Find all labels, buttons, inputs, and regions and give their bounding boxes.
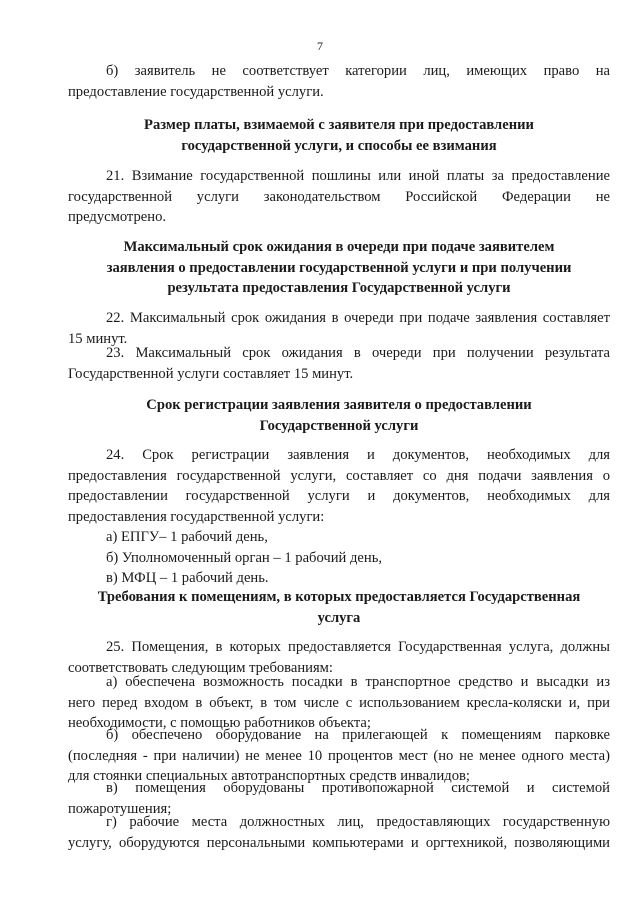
paragraph-line: предоставление государственной услуги. [68, 83, 324, 100]
heading-line: результата предоставления Государственной услуги [167, 280, 511, 296]
list-item: а) ЕПГУ– 1 рабочий день, [106, 529, 268, 545]
list-item: б) Уполномоченный орган – 1 рабочий день, [106, 549, 383, 566]
paragraph-line: б) заявитель не соответствует категории лиц, имеющих право на [106, 63, 610, 79]
heading-line: Максимальный срок ожидания в очереди при подаче заявителем [123, 239, 555, 255]
paragraph-line: пожаротушения; [68, 800, 172, 817]
paragraph-line: (последняя - при наличии) не менее 10 процентов мест (но не менее одного места) [68, 747, 610, 764]
paragraph-line: соответствовать следующим требованиям: [68, 659, 333, 676]
paragraph-line: государственной услуги законодательством Российской Федерации не [68, 188, 610, 205]
heading-line: Размер платы, взимаемой с заявителя при предоставлении [144, 117, 534, 133]
paragraph-line: в) помещения оборудованы противопожарной системой и системой [106, 780, 610, 796]
paragraph-line: 23. Максимальный срок ожидания в очереди при получении результата [106, 345, 610, 361]
paragraph-line: Государственной услуги составляет 15 минут. [68, 365, 354, 382]
paragraph-line: предоставления государственной услуги, составляет со дня подачи заявления о [68, 467, 610, 484]
section-heading-fee [68, 115, 610, 156]
heading-line: услуга [317, 609, 361, 626]
paragraph-line: 22. Максимальный срок ожидания в очереди при подаче заявления составляет [106, 310, 610, 326]
heading-line: государственной услуги, и способы ее взимания [181, 137, 497, 154]
heading-line: Требования к помещениям, в которых предоставляется Государственная [97, 589, 581, 605]
paragraph-line: 24. Срок регистрации заявления и документов, необходимых для [106, 447, 610, 463]
heading-line: заявления о предоставлении государственной услуги и при получении [106, 259, 572, 276]
paragraph-line: услугу, оборудуются персональными компьютерами и оргтехникой, позволяющими [68, 834, 610, 851]
section-heading-registration [68, 395, 610, 436]
page-number: 7 [317, 39, 323, 53]
paragraph-line: необходимости, с помощью работников объекта; [68, 715, 371, 731]
section-heading-wait [68, 237, 610, 299]
paragraph-23 [68, 343, 610, 384]
paragraph-line: 25. Помещения, в которых предоставляется Государственная услуга, должны [106, 639, 610, 655]
paragraph-line: для стоянки специальных автотранспортных средств инвалидов; [68, 768, 470, 784]
paragraph-24 [68, 445, 610, 589]
paragraph-line: 15 минут. [68, 330, 128, 347]
heading-line: Срок регистрации заявления заявителя о предоставлении [146, 397, 532, 413]
section-heading-premises [68, 587, 610, 628]
list-item: в) МФЦ – 1 рабочий день. [106, 570, 269, 586]
paragraph-25g [68, 812, 610, 853]
heading-line: Государственной услуги [259, 417, 419, 434]
paragraph-line: б) обеспечено оборудование на прилегающей к помещениям парковке [106, 727, 610, 743]
paragraph-line: 21. Взимание государственной пошлины или иной платы за предоставление [106, 168, 610, 184]
paragraph-line: предоставлении государственной услуги и документов, необходимых для [68, 488, 610, 504]
paragraph-line: него перед входом в объект, в том числе с использованием кресла-коляски и, при [68, 694, 610, 711]
paragraph-21 [68, 166, 610, 228]
paragraph-b [68, 61, 610, 102]
paragraph-line: г) рабочие места должностных лиц, предоставляющих государственную [106, 814, 610, 830]
paragraph-line: а) обеспечена возможность посадки в транспортное средство и высадки из [106, 674, 610, 690]
paragraph-line: предусмотрено. [68, 209, 167, 225]
paragraph-line: предоставления государственной услуги: [68, 508, 325, 525]
